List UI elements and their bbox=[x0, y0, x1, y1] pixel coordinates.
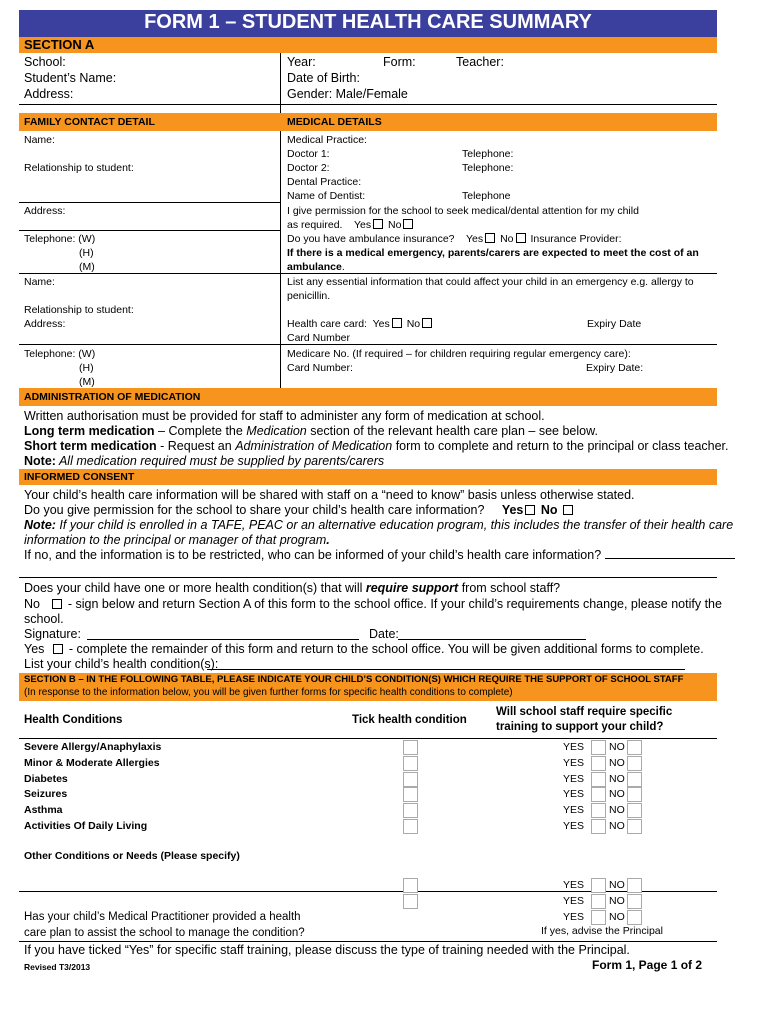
support-question-line bbox=[24, 581, 560, 595]
ambulance-no: No bbox=[500, 233, 514, 245]
family-tel-m-1: (M) bbox=[79, 261, 95, 273]
medicare-expiry: Expiry Date: bbox=[586, 362, 644, 374]
dental-practice: Dental Practice: bbox=[287, 176, 362, 188]
consent-line-4 bbox=[24, 548, 735, 562]
condition-no-label: NO bbox=[609, 741, 625, 753]
condition-no-label: NO bbox=[609, 820, 625, 832]
permission-yes-checkbox[interactable] bbox=[373, 219, 383, 229]
condition-no-box[interactable] bbox=[627, 756, 642, 771]
health-card-yes-checkbox[interactable] bbox=[392, 318, 402, 328]
section-a-band bbox=[19, 37, 717, 53]
school-label: School: bbox=[24, 55, 66, 69]
condition-no-label: NO bbox=[609, 756, 625, 769]
long-term-label: Long term medication bbox=[24, 424, 155, 438]
condition-yes-label: YES bbox=[563, 756, 585, 769]
dob-label: Date of Birth: bbox=[287, 71, 360, 85]
col-tick-condition: Tick health condition bbox=[352, 714, 467, 726]
support-no-line-2: school. bbox=[24, 612, 64, 626]
condition-yes-box[interactable] bbox=[591, 772, 606, 787]
other-yes-box-2[interactable] bbox=[591, 894, 606, 909]
family-relationship-1: Relationship to student: bbox=[24, 162, 134, 174]
health-card-no: No bbox=[406, 318, 421, 330]
admin-line-3 bbox=[24, 439, 729, 453]
other-no-box-1[interactable] bbox=[627, 878, 642, 893]
emergency-text-1: If there is a medical emergency, parents/carers are expected to meet the cost of an bbox=[287, 247, 699, 259]
essential-text-1: List any essential information that could affect your child in an emergency e.g. allergy to bbox=[287, 276, 694, 288]
page-number: Form 1, Page 1 of 2 bbox=[592, 958, 703, 972]
family-tel-h-2: (H) bbox=[79, 362, 94, 374]
admin-note-label: Note: bbox=[24, 454, 56, 468]
health-card-label: Health care card: bbox=[287, 318, 367, 330]
dentist-telephone: Telephone bbox=[462, 190, 511, 202]
condition-no-box[interactable] bbox=[627, 803, 642, 818]
condition-label: Diabetes bbox=[24, 772, 68, 785]
training-note: If you have ticked “Yes” for specific staff training, please discuss the type of training needed with the Principal. bbox=[24, 943, 630, 957]
other-yes-2: YES bbox=[563, 895, 585, 907]
emergency-text-2: ambulance bbox=[287, 261, 342, 273]
condition-no-label: NO bbox=[609, 772, 625, 785]
condition-no-box[interactable] bbox=[627, 740, 642, 755]
permission-text-1: I give permission for the school to seek medical/dental attention for my child bbox=[287, 205, 639, 217]
consent-question: Do you give permission for the school to share your child’s health care information? bbox=[24, 503, 485, 517]
support-yes-text: - complete the remainder of this form and return to the school office. You will be given additional forms to complete. bbox=[65, 642, 704, 656]
restricted-info-field[interactable] bbox=[605, 558, 735, 559]
ambulance-yes: Yes bbox=[466, 233, 484, 245]
address-label: Address: bbox=[24, 87, 74, 101]
admin-line-4 bbox=[24, 454, 384, 468]
condition-yes-label: YES bbox=[563, 772, 585, 785]
admin-line-2 bbox=[24, 424, 598, 438]
condition-label: Minor & Moderate Allergies bbox=[24, 756, 160, 769]
divider bbox=[19, 273, 717, 274]
condition-yes-label: YES bbox=[563, 820, 585, 832]
family-tel-m-2: (M) bbox=[79, 376, 95, 388]
consent-line-2 bbox=[24, 503, 575, 517]
ambulance-no-checkbox[interactable] bbox=[516, 233, 526, 243]
consent-yes-checkbox[interactable] bbox=[525, 505, 535, 515]
dentist-name: Name of Dentist: bbox=[287, 190, 366, 202]
other-no-2: NO bbox=[609, 895, 625, 907]
date-field[interactable] bbox=[398, 639, 586, 640]
condition-tick-box[interactable] bbox=[403, 819, 418, 834]
practitioner-text-2: care plan to assist the school to manage the condition? bbox=[24, 927, 305, 939]
page-title: FORM 1 – STUDENT HEALTH CARE SUMMARY bbox=[144, 11, 592, 33]
admin-note-text: All medication required must be supplied by parents/carers bbox=[55, 454, 385, 468]
condition-yes-box[interactable] bbox=[591, 803, 606, 818]
condition-yes-box[interactable] bbox=[591, 819, 606, 834]
condition-no-box[interactable] bbox=[627, 819, 642, 834]
conditions-list-field[interactable] bbox=[207, 669, 685, 670]
emergency-line-2: ambulance. bbox=[287, 261, 345, 273]
condition-yes-label: YES bbox=[563, 804, 585, 817]
condition-yes-box[interactable] bbox=[591, 787, 606, 802]
family-name-1: Name: bbox=[24, 134, 55, 146]
permission-yes: Yes bbox=[353, 219, 372, 231]
divider bbox=[19, 344, 717, 345]
doctor-2: Doctor 2: bbox=[287, 162, 330, 174]
long-term-text-a: – Complete the bbox=[154, 424, 247, 438]
col-training-1: Will school staff require specific bbox=[496, 706, 673, 718]
divider bbox=[19, 230, 280, 231]
other-tick-box-2[interactable] bbox=[403, 894, 418, 909]
doctor-1: Doctor 1: bbox=[287, 148, 330, 160]
divider bbox=[19, 104, 717, 105]
consent-yes: Yes bbox=[501, 503, 524, 517]
other-yes-box-1[interactable] bbox=[591, 878, 606, 893]
support-question-c: from school staff? bbox=[458, 581, 561, 595]
consent-no: No bbox=[540, 503, 558, 517]
insurance-provider: Insurance Provider: bbox=[530, 233, 622, 245]
short-term-text-b: Administration of Medication bbox=[235, 439, 393, 453]
consent-restricted-question: If no, and the information is to be restricted, who can be informed of your child’s health care information? bbox=[24, 548, 602, 562]
medical-heading: MEDICAL DETAILS bbox=[287, 116, 382, 128]
consent-heading: INFORMED CONSENT bbox=[24, 471, 135, 483]
condition-tick-box[interactable] bbox=[403, 803, 418, 818]
medical-practice: Medical Practice: bbox=[287, 134, 367, 146]
condition-yes-box[interactable] bbox=[591, 740, 606, 755]
support-yes-checkbox[interactable] bbox=[53, 644, 63, 654]
practitioner-no-box[interactable] bbox=[627, 910, 642, 925]
year-label: Year: bbox=[287, 55, 316, 69]
permission-line-2 bbox=[287, 219, 415, 231]
condition-no-box[interactable] bbox=[627, 787, 642, 802]
condition-tick-box[interactable] bbox=[403, 756, 418, 771]
family-address-2: Address: bbox=[24, 318, 66, 330]
condition-yes-box[interactable] bbox=[591, 756, 606, 771]
admin-line-1: Written authorisation must be provided for staff to administer any form of medication at school. bbox=[24, 409, 545, 423]
condition-yes-label: YES bbox=[563, 788, 585, 801]
condition-tick-box[interactable] bbox=[403, 787, 418, 802]
section-a-heading: SECTION A bbox=[24, 37, 95, 52]
support-no-label: No bbox=[24, 597, 40, 611]
permission-text-2: as required. bbox=[287, 219, 343, 231]
condition-tick-box[interactable] bbox=[403, 740, 418, 755]
essential-text-2: penicillin. bbox=[287, 290, 331, 302]
practitioner-yes-box[interactable] bbox=[591, 910, 606, 925]
date-label: Date: bbox=[369, 627, 399, 641]
signature-label: Signature: bbox=[24, 627, 81, 641]
section-b-subheading: (In response to the information below, you will be given further forms for specific health conditions to complete) bbox=[24, 687, 513, 698]
practitioner-yes: YES bbox=[563, 911, 585, 923]
col-training-2: training to support your child? bbox=[496, 721, 664, 733]
support-question-a: Does your child have one or more health condition(s) that will bbox=[24, 581, 366, 595]
divider bbox=[19, 202, 280, 203]
family-tel-w-1: Telephone: (W) bbox=[24, 233, 96, 245]
consent-note-text-2: information to the principal or manager of that program bbox=[24, 533, 327, 547]
support-yes-line bbox=[24, 642, 704, 656]
support-question-b: require support bbox=[365, 581, 459, 595]
long-term-text-b: Medication bbox=[246, 424, 307, 438]
consent-no-checkbox[interactable] bbox=[563, 505, 573, 515]
divider bbox=[19, 738, 717, 739]
card-number-1: Card Number bbox=[287, 332, 351, 344]
family-relationship-2: Relationship to student: bbox=[24, 304, 134, 316]
divider bbox=[19, 577, 717, 578]
condition-label: Severe Allergy/Anaphylaxis bbox=[24, 741, 162, 753]
other-no-box-2[interactable] bbox=[627, 894, 642, 909]
medicare-text: Medicare No. (If required – for children requiring regular emergency care): bbox=[287, 348, 631, 360]
consent-note-line-2: information to the principal or manager of that program. bbox=[24, 533, 330, 547]
support-no-text: - sign below and return Section A of this form to the school office. If your child’s requirements change, please notify the bbox=[64, 597, 722, 611]
condition-no-label: NO bbox=[609, 788, 625, 801]
family-name-2: Name: bbox=[24, 276, 55, 288]
other-conditions-label: Other Conditions or Needs (Please specify) bbox=[24, 850, 240, 862]
ambulance-question: Do you have ambulance insurance? bbox=[287, 233, 455, 245]
other-yes-1: YES bbox=[563, 879, 585, 891]
condition-tick-box[interactable] bbox=[403, 772, 418, 787]
long-term-text-c: section of the relevant health care plan – see below. bbox=[306, 424, 598, 438]
condition-yes-label: YES bbox=[563, 741, 585, 753]
doctor-2-telephone: Telephone: bbox=[462, 162, 514, 174]
student-name-label: Student’s Name: bbox=[24, 71, 117, 85]
divider bbox=[19, 891, 717, 892]
other-no-1: NO bbox=[609, 879, 625, 891]
condition-no-box[interactable] bbox=[627, 772, 642, 787]
condition-label: Activities Of Daily Living bbox=[24, 820, 148, 832]
practitioner-no: NO bbox=[609, 911, 625, 923]
health-card-no-checkbox[interactable] bbox=[422, 318, 432, 328]
short-term-label: Short term medication bbox=[24, 439, 157, 453]
advise-principal: If yes, advise the Principal bbox=[541, 925, 663, 937]
support-no-checkbox[interactable] bbox=[52, 599, 62, 609]
admin-heading: ADMINISTRATION OF MEDICATION bbox=[24, 391, 201, 403]
teacher-label: Teacher: bbox=[456, 55, 504, 69]
section-b-heading: SECTION B – IN THE FOLLOWING TABLE, PLEASE INDICATE YOUR CHILD’S CONDITION(S) WHICH REQUIRE THE SUPPORT OF SCHOOL STAFF bbox=[24, 674, 684, 685]
health-card-yes: Yes bbox=[372, 318, 390, 330]
family-tel-w-2: Telephone: (W) bbox=[24, 348, 96, 360]
card-number-2: Card Number: bbox=[287, 362, 353, 374]
consent-note-line-1 bbox=[24, 518, 733, 532]
signature-field[interactable] bbox=[87, 639, 359, 640]
doctor-1-telephone: Telephone: bbox=[462, 148, 514, 160]
form-label: Form: bbox=[383, 55, 416, 69]
ambulance-line bbox=[287, 233, 621, 245]
consent-note-text-1: If your child is enrolled in a TAFE, PEAC or an alternative education program, this includes the transfer of their health care bbox=[55, 518, 734, 532]
col-health-conditions: Health Conditions bbox=[24, 714, 123, 726]
family-heading: FAMILY CONTACT DETAIL bbox=[24, 116, 155, 128]
permission-no: No bbox=[388, 219, 402, 231]
permission-no-checkbox[interactable] bbox=[403, 219, 413, 229]
condition-no-label: NO bbox=[609, 804, 625, 817]
health-card-line bbox=[287, 318, 434, 330]
family-address-1: Address: bbox=[24, 205, 66, 217]
health-card-expiry: Expiry Date bbox=[587, 318, 642, 330]
short-term-text-a: - Request an bbox=[156, 439, 236, 453]
support-no-line bbox=[24, 597, 722, 611]
ambulance-yes-checkbox[interactable] bbox=[485, 233, 495, 243]
gender-label: Gender: Male/Female bbox=[287, 87, 408, 101]
divider bbox=[19, 941, 717, 942]
family-tel-h-1: (H) bbox=[79, 247, 94, 259]
condition-label: Seizures bbox=[24, 788, 68, 801]
conditions-list-label: List your child’s health condition(s): bbox=[24, 657, 219, 671]
short-term-text-c: form to complete and return to the principal or class teacher. bbox=[392, 439, 729, 453]
consent-line-1: Your child’s health care information will be shared with staff on a “need to know” basis unless otherwise stated. bbox=[24, 488, 635, 502]
revised-label: Revised T3/2013 bbox=[24, 962, 91, 972]
other-tick-box-1[interactable] bbox=[403, 878, 418, 893]
support-yes-label: Yes bbox=[24, 642, 45, 656]
practitioner-text-1: Has your child’s Medical Practitioner provided a health bbox=[24, 911, 301, 923]
consent-note-label: Note: bbox=[24, 518, 56, 532]
condition-label: Asthma bbox=[24, 804, 63, 817]
